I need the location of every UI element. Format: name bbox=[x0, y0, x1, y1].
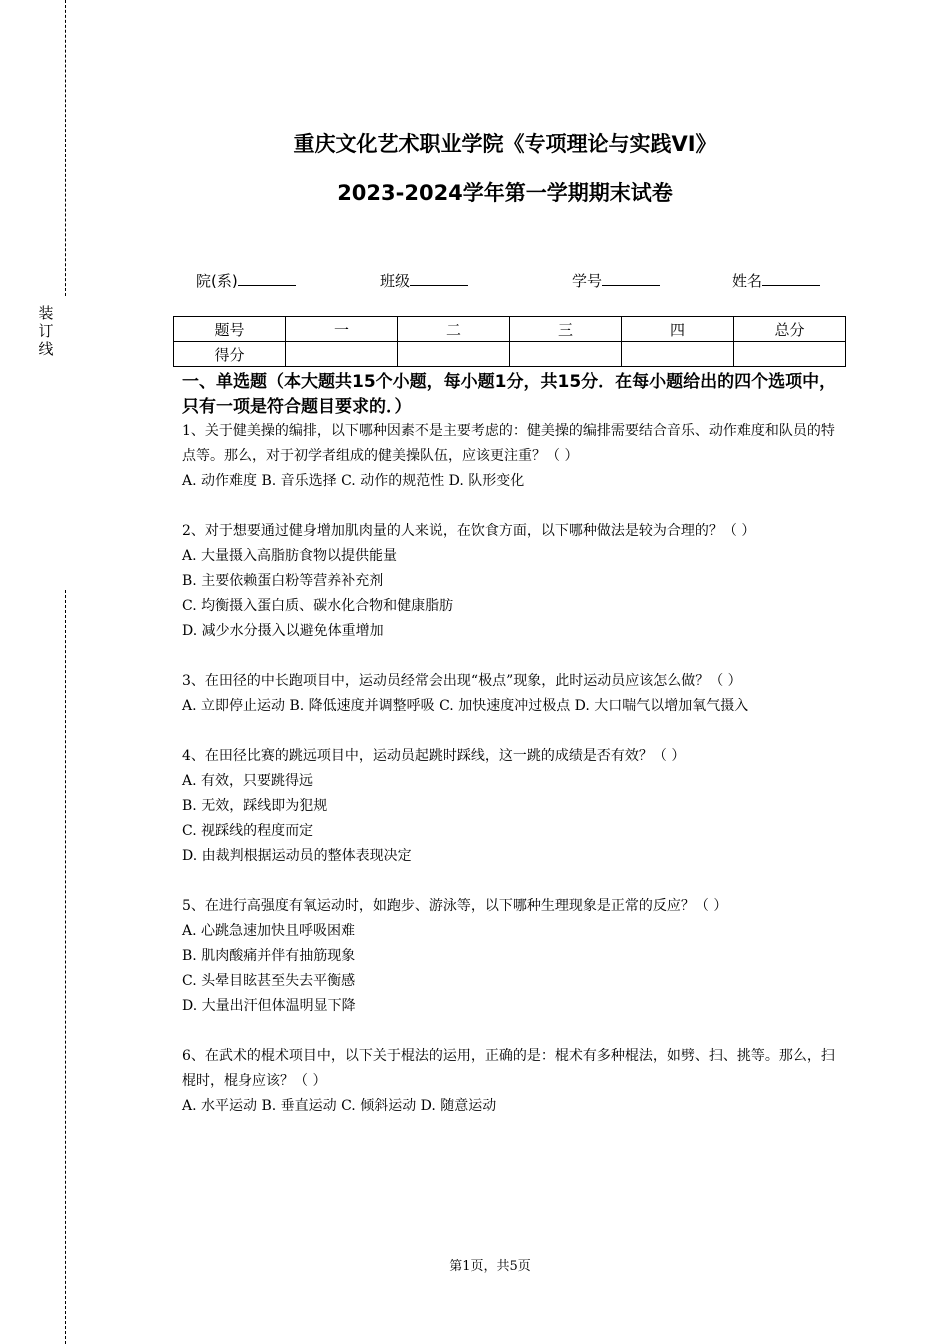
binding-char: 线 bbox=[38, 340, 54, 358]
score-cell[interactable] bbox=[510, 342, 622, 367]
exam-subtitle: 2023-2024学年第一学期期末试卷 bbox=[337, 181, 673, 205]
question-option: C. 均衡摄入蛋白质、碳水化合物和健康脂肪 bbox=[182, 598, 454, 614]
question-option: D. 大量出汗但体温明显下降 bbox=[182, 998, 356, 1014]
question-item bbox=[182, 894, 844, 1019]
student-id-blank[interactable] bbox=[602, 269, 660, 286]
header-cell: 题号 bbox=[174, 317, 286, 342]
header-cell: 总分 bbox=[734, 317, 846, 342]
question-stem: 2、对于想要通过健身增加肌肉量的人来说，在饮食方面，以下哪种做法是较为合理的？（ ） bbox=[182, 523, 756, 539]
question-option: C. 头晕目眩甚至失去平衡感 bbox=[182, 973, 356, 989]
question-option: A. 动作难度 B. 音乐选择 C. 动作的规范性 D. 队形变化 bbox=[182, 473, 525, 489]
question-option: A. 立即停止运动 B. 降低速度并调整呼吸 C. 加快速度冲过极点 D. 大口喘气以增加氧气摄入 bbox=[182, 698, 749, 714]
question-stem: 4、在田径比赛的跳远项目中，运动员起跳时踩线，这一跳的成绩是否有效？（ ） bbox=[182, 748, 686, 764]
class-field bbox=[380, 269, 468, 292]
question-list bbox=[182, 419, 844, 1144]
question-item bbox=[182, 419, 844, 494]
question-stem: 5、在进行高强度有氧运动时，如跑步、游泳等，以下哪种生理现象是正常的反应？（ ） bbox=[182, 898, 728, 914]
question-option: D. 减少水分摄入以避免体重增加 bbox=[182, 623, 384, 639]
question-stem: 6、在武术的棍术项目中，以下关于棍法的运用，正确的是：棍术有多种棍法，如劈、扫、挑等。那么，扫棍时，棍身应该？（ ） bbox=[182, 1048, 835, 1089]
question-option: B. 无效，踩线即为犯规 bbox=[182, 798, 328, 814]
question-option: D. 由裁判根据运动员的整体表现决定 bbox=[182, 848, 412, 864]
question-option: A. 大量摄入高脂肪食物以提供能量 bbox=[182, 548, 398, 564]
score-cell[interactable] bbox=[286, 342, 398, 367]
question-option: A. 水平运动 B. 垂直运动 C. 倾斜运动 D. 随意运动 bbox=[182, 1098, 497, 1114]
header-cell: 二 bbox=[398, 317, 510, 342]
exam-title: 重庆文化艺术职业学院《专项理论与实践VI》 bbox=[293, 132, 717, 156]
student-id-field bbox=[572, 269, 660, 292]
student-id-label: 学号 bbox=[572, 272, 603, 290]
question-stem: 3、在田径的中长跑项目中，运动员经常会出现“极点”现象，此时运动员应该怎么做？（ ） bbox=[182, 673, 742, 689]
department-field bbox=[196, 269, 296, 292]
question-option: A. 心跳急速加快且呼吸困难 bbox=[182, 923, 356, 939]
score-cell[interactable] bbox=[622, 342, 734, 367]
binding-char: 订 bbox=[38, 322, 54, 340]
question-item bbox=[182, 744, 844, 869]
header-cell: 一 bbox=[286, 317, 398, 342]
question-item bbox=[182, 1044, 844, 1119]
score-cell[interactable] bbox=[734, 342, 846, 367]
name-label: 姓名 bbox=[732, 272, 763, 290]
binding-label bbox=[36, 304, 56, 358]
question-option: B. 肌肉酸痛并伴有抽筋现象 bbox=[182, 948, 356, 964]
question-option: B. 主要依赖蛋白粉等营养补充剂 bbox=[182, 573, 384, 589]
score-row-label: 得分 bbox=[174, 342, 286, 367]
question-item bbox=[182, 669, 844, 719]
name-blank[interactable] bbox=[762, 269, 820, 286]
question-stem: 1、关于健美操的编排，以下哪种因素不是主要考虑的：健美操的编排需要结合音乐、动作难度和队员的特点等。那么，对于初学者组成的健美操队伍，应该更注重？（ ） bbox=[182, 423, 835, 464]
department-label: 院(系) bbox=[196, 272, 238, 290]
question-item bbox=[182, 519, 844, 644]
class-label: 班级 bbox=[380, 272, 411, 290]
score-cell[interactable] bbox=[398, 342, 510, 367]
score-table-score-row bbox=[174, 342, 846, 367]
header-cell: 三 bbox=[510, 317, 622, 342]
name-field bbox=[732, 269, 820, 292]
class-blank[interactable] bbox=[410, 269, 468, 286]
question-option: A. 有效，只要跳得远 bbox=[182, 773, 314, 789]
score-table bbox=[173, 316, 846, 367]
binding-line-bottom bbox=[65, 590, 66, 1344]
binding-char: 装 bbox=[38, 304, 54, 322]
score-table-header-row bbox=[174, 317, 846, 342]
question-option: C. 视踩线的程度而定 bbox=[182, 823, 314, 839]
department-blank[interactable] bbox=[238, 269, 296, 286]
header-cell: 四 bbox=[622, 317, 734, 342]
section-heading: 一、单选题（本大题共15个小题，每小题1分，共15分．在每小题给出的四个选项中，只有一项是符合题目要求的．） bbox=[182, 372, 837, 417]
page-footer: 第1页，共5页 bbox=[449, 1259, 531, 1274]
